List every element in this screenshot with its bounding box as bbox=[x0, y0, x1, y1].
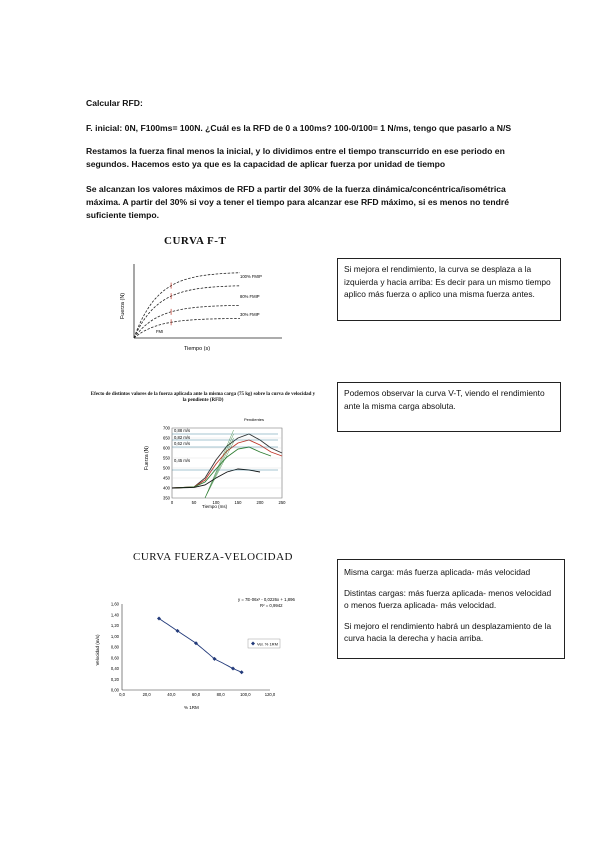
fv-ytick: 1,20 bbox=[110, 623, 119, 628]
ft-curve-label-3: 30% FMIP bbox=[240, 312, 260, 317]
vt-line-label-4: 0,45 m/s bbox=[174, 458, 191, 463]
ft-curve-label-4: FMI bbox=[156, 329, 164, 334]
vt-ytick: 400 bbox=[163, 485, 170, 491]
ft-curve-4 bbox=[134, 318, 240, 338]
ft-note-box bbox=[337, 258, 561, 321]
fv-note-line-3: Si mejoro el rendimiento habrá un desplazamiento de la curva hacia la derecha y hacia arriba. bbox=[344, 620, 552, 644]
vt-ytick: 700 bbox=[163, 425, 170, 431]
vt-line-label-2: 0,82 m/s bbox=[174, 435, 191, 440]
fv-xtick: 20,0 bbox=[142, 692, 151, 697]
vt-xtick: 50 bbox=[191, 500, 197, 505]
vt-chart-title: Efecto de distintos valores de la fuerza aplicada ante la misma carga (75 kg) sobre la curva de velocidad y la pendiente (RFD) bbox=[90, 392, 316, 403]
fv-note-line-2: Distintas cargas: más fuerza aplicada- menos velocidad o menos fuerza aplicada- más velocidad. bbox=[344, 587, 552, 611]
vt-line-label-3: 0,62 m/s bbox=[174, 441, 191, 446]
fv-xtick: 40,0 bbox=[167, 692, 176, 697]
vt-ylabel: Fuerza (N) bbox=[144, 446, 150, 470]
ft-curve-2 bbox=[134, 286, 240, 338]
fv-r2: R² = 0,9942 bbox=[260, 603, 283, 608]
vt-ytick: 550 bbox=[163, 455, 170, 461]
vt-ytick: 350 bbox=[163, 495, 170, 501]
fv-xtick: 60,0 bbox=[191, 692, 201, 697]
fv-point-6 bbox=[240, 670, 244, 674]
fv-chart-title: CURVA FUERZA-VELOCIDAD bbox=[133, 551, 293, 563]
vt-note-text: Podemos observar la curva V-T, viendo el rendimiento ante la misma carga absoluta. bbox=[344, 388, 545, 411]
fv-trendline bbox=[159, 619, 242, 673]
ft-curve-label-2: 80% FMIP bbox=[240, 294, 260, 299]
fv-note-box bbox=[337, 559, 565, 659]
vt-xtick: 200 bbox=[256, 500, 264, 505]
fv-ytick: 1,40 bbox=[110, 612, 119, 618]
fv-equation: y = 7E-06x² - 0,0226x + 1,896 bbox=[238, 597, 295, 602]
vt-xtick: 150 bbox=[234, 500, 242, 505]
ft-note-text: Si mejora el rendimiento, la curva se desplaza a la izquierda y hacia arriba: Es decir para un mismo tiempo aplico más fuerza o aplico una misma fuerza antes. bbox=[344, 264, 551, 300]
ft-curve-1 bbox=[134, 273, 240, 338]
ft-curve-label-1: 100% FMIP bbox=[240, 274, 262, 279]
vt-ytick: 600 bbox=[163, 445, 170, 451]
vt-note-box bbox=[337, 382, 561, 432]
fv-xlabel: % 1RM bbox=[184, 705, 199, 710]
vt-line-label-1: 0,88 m/s bbox=[174, 428, 191, 433]
fv-xtick: 80,0 bbox=[216, 692, 225, 697]
fv-ytick: 1,00 bbox=[110, 633, 119, 639]
fv-ytick: 1,60 bbox=[110, 601, 119, 607]
vt-xtick: 100 bbox=[212, 500, 220, 505]
fv-ytick: 0,00 bbox=[110, 687, 119, 693]
fv-ytick: 0,20 bbox=[110, 676, 119, 682]
fv-chart bbox=[92, 590, 295, 712]
calc-rfd-heading: Calcular RFD: bbox=[86, 98, 143, 108]
fv-ylabel: Velocidad (m/s) bbox=[95, 634, 100, 666]
ft-chart bbox=[112, 258, 292, 358]
ft-chart-title: CURVA F-T bbox=[164, 235, 227, 247]
vt-xlabel: Tiempo (ms) bbox=[202, 504, 228, 509]
fv-legend: Vel. % 1RM bbox=[257, 641, 278, 647]
fv-xtick: 0,0 bbox=[119, 692, 125, 697]
fv-ytick: 0,40 bbox=[110, 666, 119, 671]
fv-xtick: 120,0 bbox=[264, 692, 276, 697]
fv-xtick: 100,0 bbox=[240, 692, 251, 697]
fv-ytick: 0,80 bbox=[110, 644, 119, 650]
vt-xtick: 250 bbox=[278, 500, 286, 505]
fv-note-line-1: Misma carga: más fuerza aplicada- más velocidad bbox=[344, 567, 531, 577]
vt-ytick: 650 bbox=[163, 435, 170, 441]
vt-ytick: 450 bbox=[163, 475, 170, 481]
vt-chart bbox=[140, 410, 290, 510]
ft-xlabel: Tiempo (s) bbox=[184, 346, 211, 352]
ft-ylabel: Fuerza (N) bbox=[120, 292, 126, 320]
vt-legend-label: Pendientes bbox=[244, 417, 265, 422]
paragraph-example: F. inicial: 0N, F100ms= 100N. ¿Cuál es la RFD de 0 a 100ms? 100-0/100= 1 N/ms, tengo que pasarlo a N/S bbox=[86, 123, 512, 133]
vt-xtick: 0 bbox=[170, 500, 174, 505]
paragraph-explanation: Restamos la fuerza final menos la inicial, y lo dividimos entre el tiempo transcurrido en ese periodo en segundos. Hacemos esto ya que es la capacidad de aplicar fuerza por unidad de tiempo bbox=[86, 146, 505, 170]
vt-ytick: 500 bbox=[163, 465, 170, 471]
ft-curve-3 bbox=[134, 305, 240, 338]
fv-point-5 bbox=[231, 667, 235, 671]
fv-ytick: 0,60 bbox=[110, 655, 119, 661]
paragraph-max-rfd: Se alcanzan los valores máximos de RFD a partir del 30% de la fuerza dinámica/concéntrica/isométrica máxima. A partir del 30% si voy a tener el tiempo para alcanzar ese RFD máximo, si es menos no tendré suficiente tiempo. bbox=[86, 184, 510, 221]
